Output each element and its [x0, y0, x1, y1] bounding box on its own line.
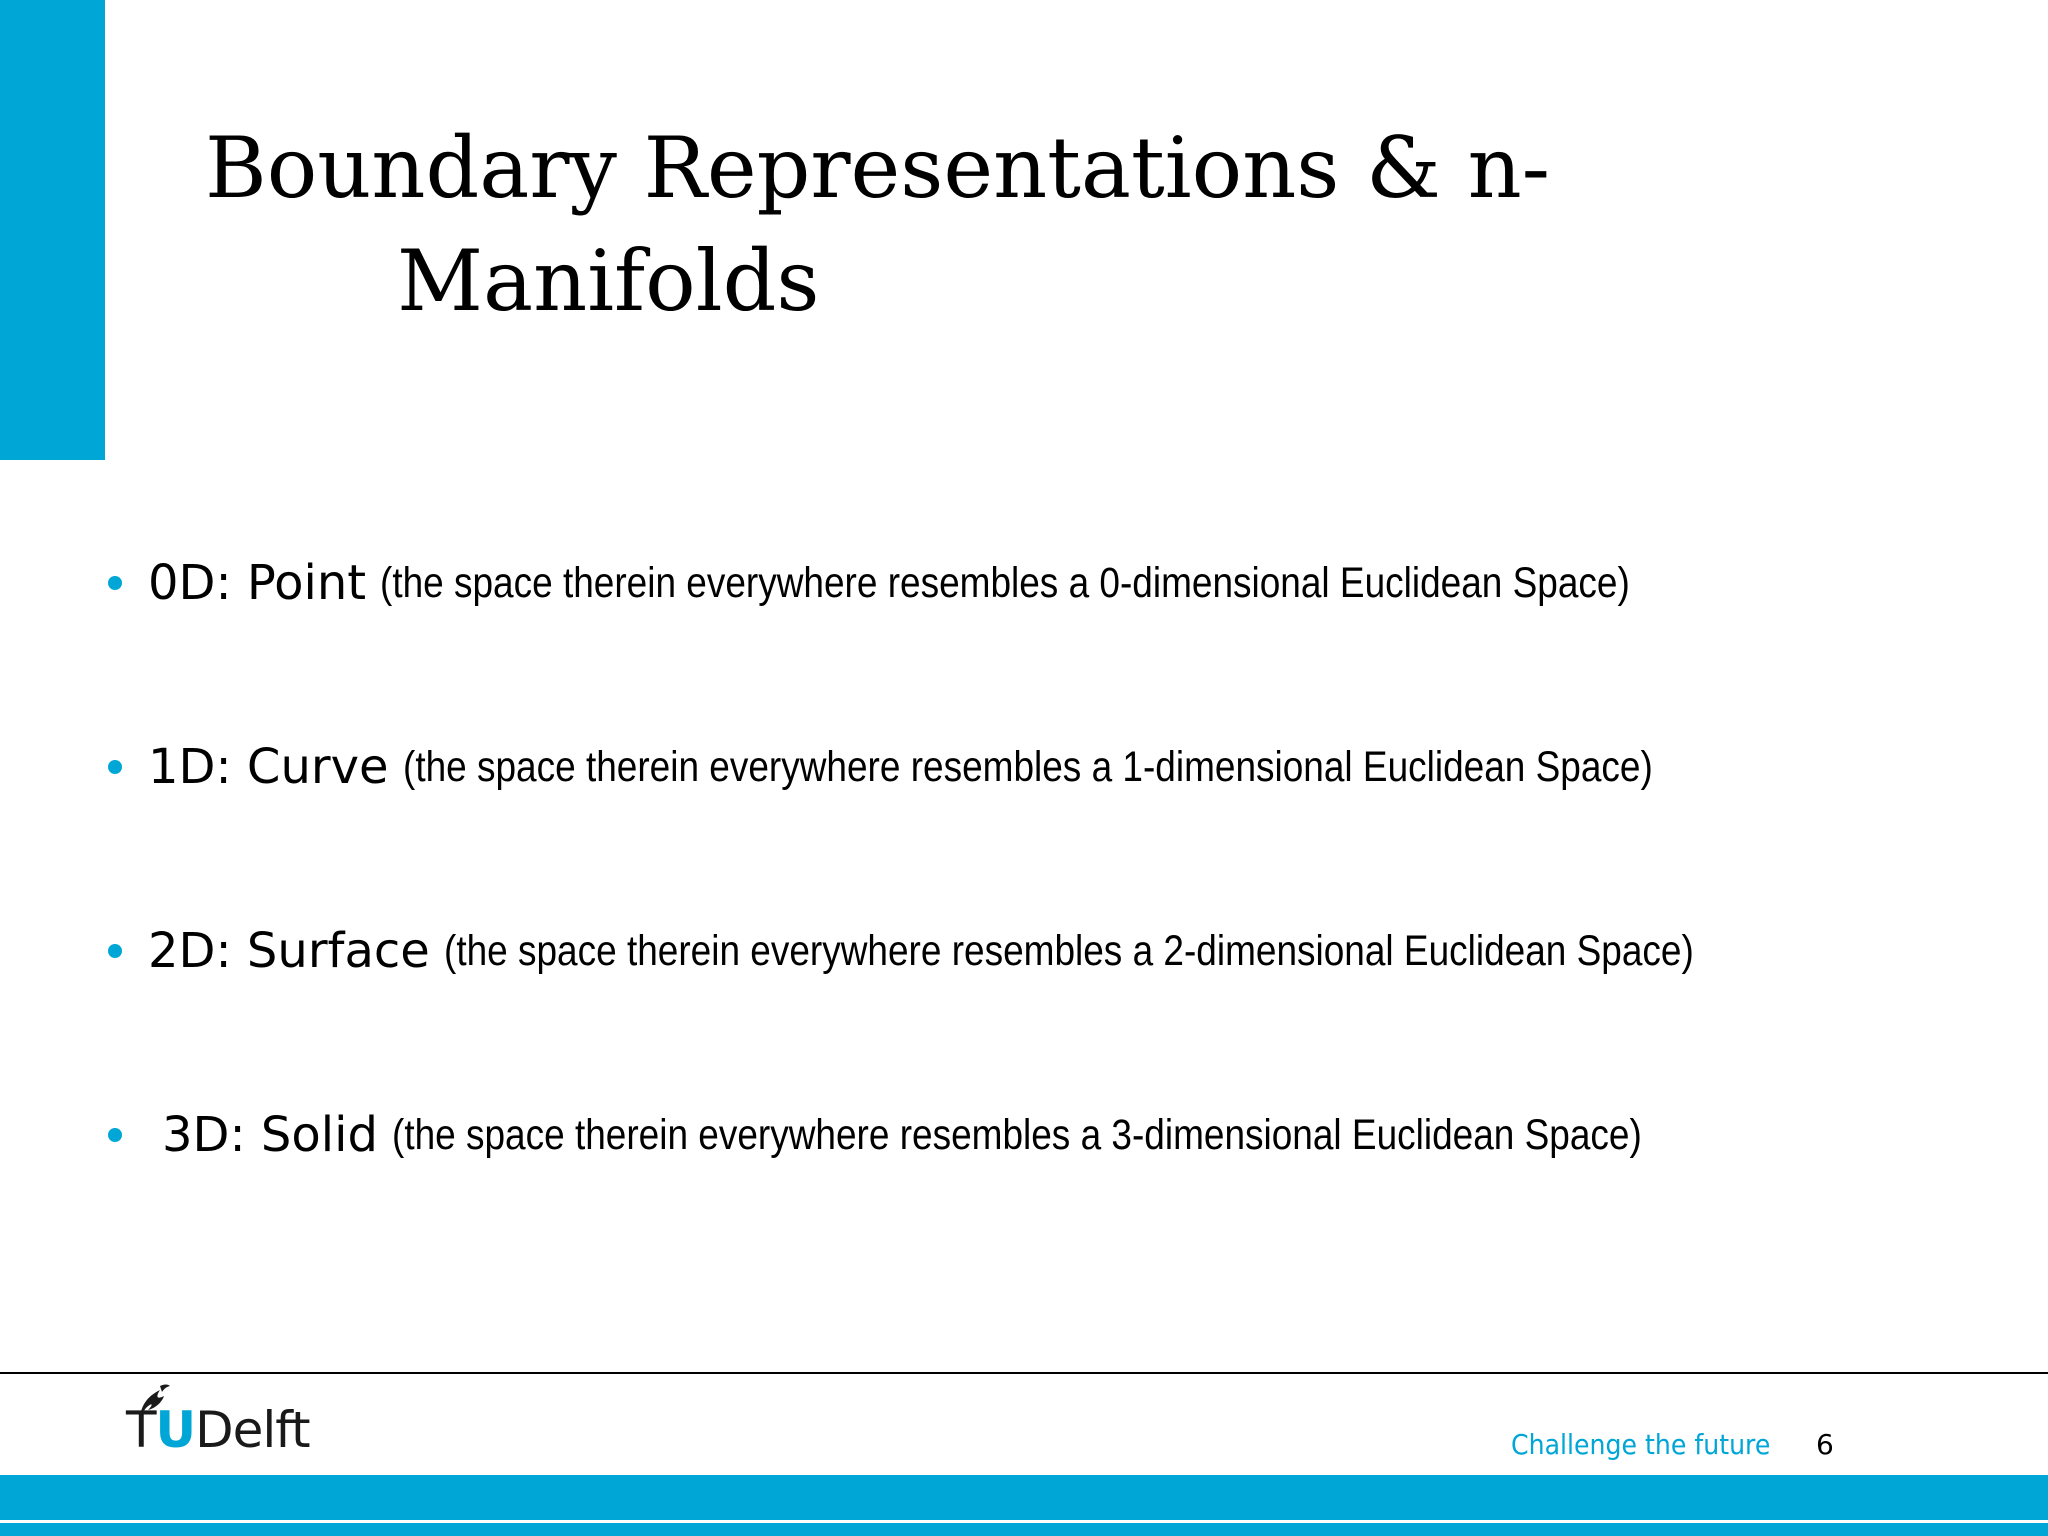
bullet-term: 1D: Curve — [148, 739, 389, 795]
slide-title-line-2: Manifolds — [397, 232, 820, 330]
tudelft-logo-wordmark: TUDelft — [126, 1401, 310, 1459]
tudelft-logo — [126, 1382, 346, 1462]
logo-u: U — [155, 1401, 196, 1459]
footer-tagline: Challenge the future — [1511, 1428, 1771, 1461]
bullet-term: 0D: Point — [148, 555, 367, 611]
bullet-item-point — [108, 548, 2038, 618]
bullet-item-surface — [108, 916, 2038, 986]
bullet-item-solid — [108, 1100, 2038, 1170]
round-bullet-icon — [108, 944, 122, 958]
round-bullet-icon — [108, 760, 122, 774]
bullet-item-curve — [108, 732, 2038, 802]
slide-page-number: 6 — [1816, 1428, 1834, 1461]
footer-accent-band — [0, 1475, 2048, 1520]
bullet-term: 3D: Solid — [162, 1107, 378, 1163]
title-accent-bar — [0, 0, 105, 460]
bullet-description: (the space therein everywhere resembles a 2-dimensional Euclidean Space) — [443, 926, 1694, 975]
slide-title — [205, 112, 1905, 338]
slide-title-line-1: Boundary Representations & n- — [205, 119, 1551, 217]
bullet-description: (the space therein everywhere resembles a 0-dimensional Euclidean Space) — [380, 558, 1630, 607]
footer-divider — [0, 1372, 2048, 1374]
bullet-description: (the space therein everywhere resembles a 3-dimensional Euclidean Space) — [391, 1110, 1642, 1159]
bullet-term: 2D: Surface — [148, 923, 430, 979]
bullet-description: (the space therein everywhere resembles a 1-dimensional Euclidean Space) — [402, 742, 1653, 791]
footer-accent-band-thin — [0, 1523, 2048, 1536]
round-bullet-icon — [108, 576, 122, 590]
round-bullet-icon — [108, 1128, 122, 1142]
